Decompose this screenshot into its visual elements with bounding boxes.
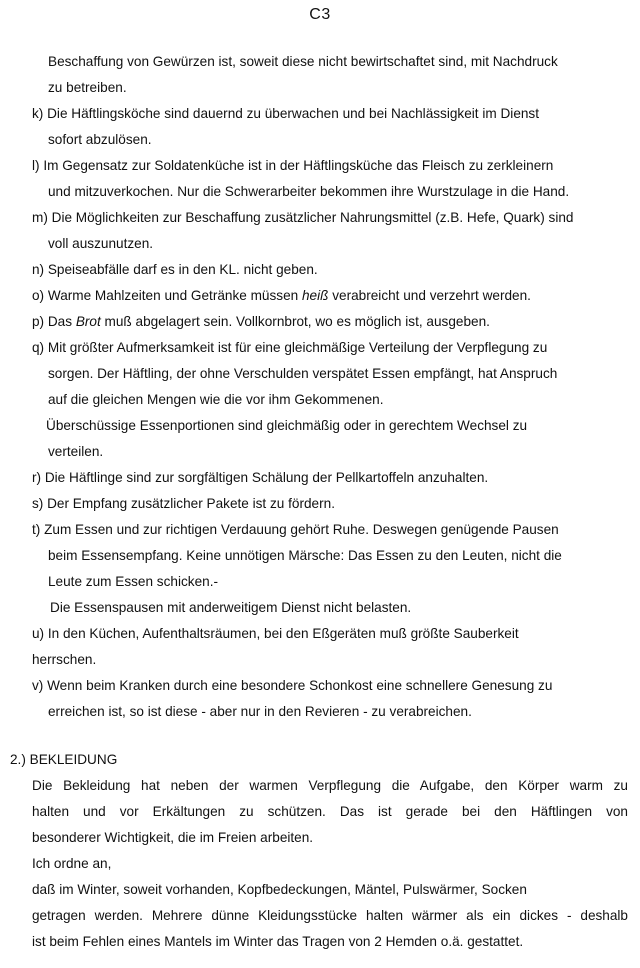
text-line: besonderer Wichtigkeit, die im Freien arbeiten.: [32, 830, 314, 845]
text-line: getragen werden. Mehrere dünne Kleidungsstücke halten wärmer als ein dickes - deshalb: [32, 908, 628, 923]
text-line: [32, 313, 490, 331]
text-line: und mitzuverkochen. Nur die Schwerarbeiter bekommen ihre Wurstzulage in die Hand.: [48, 184, 570, 199]
text-segment: p) Das: [32, 314, 76, 329]
text-line: Überschüssige Essenportionen sind gleichmäßig oder in gerechtem Wechsel zu: [46, 418, 528, 433]
text-line: verteilen.: [48, 444, 104, 459]
text-line: n) Speiseabfälle darf es in den KL. nicht geben.: [32, 262, 318, 277]
emphasis: Brot: [75, 314, 101, 329]
text-line: auf die gleichen Mengen wie die vor ihm Gekommenen.: [48, 392, 384, 407]
text-line: r) Die Häftlinge sind zur sorgfältigen Schälung der Pellkartoffeln anzuhalten.: [32, 470, 489, 485]
text-line: m) Die Möglichkeiten zur Beschaffung zusätzlicher Nahrungsmittel (z.B. Hefe, Quark) sind: [32, 210, 574, 225]
text-line: u) In den Küchen, Aufenthaltsräumen, bei den Eßgeräten muß größte Sauberkeit: [32, 626, 519, 641]
text-line: herrschen.: [32, 652, 97, 667]
section-heading: 2.) BEKLEIDUNG: [10, 752, 118, 767]
text-line: Ich ordne an,: [32, 856, 112, 871]
text-line: sofort abzulösen.: [48, 132, 152, 147]
text-line: Beschaffung von Gewürzen ist, soweit diese nicht bewirtschaftet sind, mit Nachdruck: [48, 54, 558, 69]
text-line: sorgen. Der Häftling, der ohne Verschulden verspätet Essen empfängt, hat Anspruch: [48, 366, 558, 381]
text-line: beim Essensempfang. Keine unnötigen Märsche: Das Essen zu den Leuten, nicht die: [48, 548, 562, 563]
text-line: erreichen ist, so ist diese - aber nur in den Revieren - zu verabreichen.: [48, 704, 472, 719]
text-line: halten und vor Erkältungen zu schützen. Das ist gerade bei den Häftlingen von: [32, 804, 628, 819]
text-line: ist beim Fehlen eines Mantels im Winter das Tragen von 2 Hemden o.ä. gestattet.: [32, 934, 524, 949]
text-line: zu betreiben.: [48, 80, 127, 95]
text-line: t) Zum Essen und zur richtigen Verdauung gehört Ruhe. Deswegen genügende Pausen: [32, 522, 559, 537]
text-line: [32, 287, 531, 305]
page-header: C3: [309, 6, 331, 23]
text-line: l) Im Gegensatz zur Soldatenküche ist in der Häftlingsküche das Fleisch zu zerkleinern: [32, 158, 554, 173]
text-segment: verabreicht und verzehrt werden.: [328, 288, 531, 303]
text-segment: muß abgelagert sein. Vollkornbrot, wo es möglich ist, ausgeben.: [100, 314, 490, 329]
text-line: Die Bekleidung hat neben der warmen Verpflegung die Aufgabe, den Körper warm zu: [32, 778, 628, 793]
text-line: k) Die Häftlingsköche sind dauernd zu überwachen und bei Nachlässigkeit im Dienst: [32, 106, 540, 121]
text-line: voll auszunutzen.: [48, 236, 154, 251]
emphasis: heiß: [301, 288, 329, 303]
text-line: daß im Winter, soweit vorhanden, Kopfbedeckungen, Mäntel, Pulswärmer, Socken: [32, 882, 527, 897]
text-line: Leute zum Essen schicken.-: [48, 574, 219, 589]
text-line: q) Mit größter Aufmerksamkeit ist für eine gleichmäßige Verteilung der Verpflegung zu: [32, 340, 548, 355]
text-line: Die Essenspausen mit anderweitigem Dienst nicht belasten.: [50, 600, 412, 615]
text-line: v) Wenn beim Kranken durch eine besondere Schonkost eine schnellere Genesung zu: [32, 678, 553, 693]
text-segment: o) Warme Mahlzeiten und Getränke müssen: [32, 288, 302, 303]
text-line: s) Der Empfang zusätzlicher Pakete ist zu fördern.: [32, 496, 335, 511]
